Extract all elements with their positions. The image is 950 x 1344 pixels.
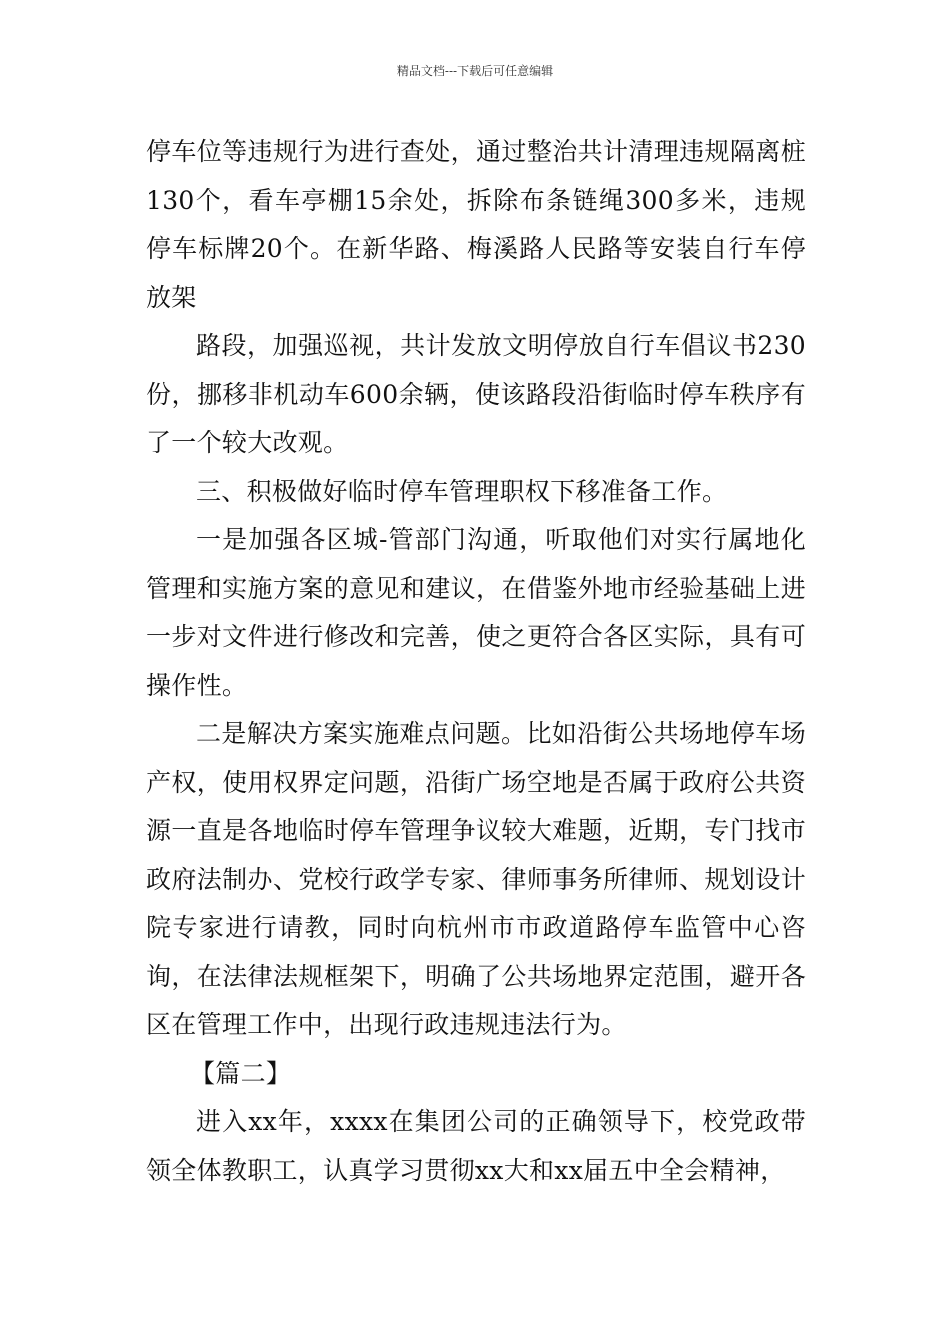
page-header: 精品文档---下载后可任意编辑 bbox=[396, 64, 554, 78]
paragraph-7: 进入xx年，xxxx在集团公司的正确领导下，校党政带领全体教职工，认真学习贯彻xx大和xx届五中全会精神， bbox=[146, 1107, 806, 1185]
paragraph-5: 二是解决方案实施难点问题。比如沿街公共场地停车场产权，使用权界定问题，沿街广场空地是否属于政府公共资源一直是各地临时停车管理争议较大难题，近期，专门找市政府法制办、党校行政学专家、律师事务所律师、规划设计院专家进行请教，同时向杭州市市政道路停车监管中心咨询，在法律法规框架下，明确了公共场地界定范围，避开各区在管理工作中，出现行政违规违法行为。 bbox=[146, 719, 806, 1039]
section-title-part-two: 【篇二】 bbox=[190, 1058, 292, 1088]
paragraph-1: 停车位等违规行为进行查处，通过整治共计清理违规隔离桩130个，看车亭棚15余处，拆除布条链绳300多米，违规停车标牌20个。在新华路、梅溪路人民路等安装自行车停放架 bbox=[146, 137, 806, 312]
section-heading-3: 三、积极做好临时停车管理职权下移准备工作。 bbox=[196, 476, 728, 506]
document-body bbox=[146, 128, 806, 1195]
paragraph-2: 路段，加强巡视，共计发放文明停放自行车倡议书230份，挪移非机动车600余辆，使该路段沿街临时停车秩序有了一个较大改观。 bbox=[146, 331, 806, 457]
paragraph-4: 一是加强各区城-管部门沟通，听取他们对实行属地化管理和实施方案的意见和建议，在借鉴外地市经验基础上进一步对文件进行修改和完善，使之更符合各区实际，具有可操作性。 bbox=[146, 525, 806, 700]
